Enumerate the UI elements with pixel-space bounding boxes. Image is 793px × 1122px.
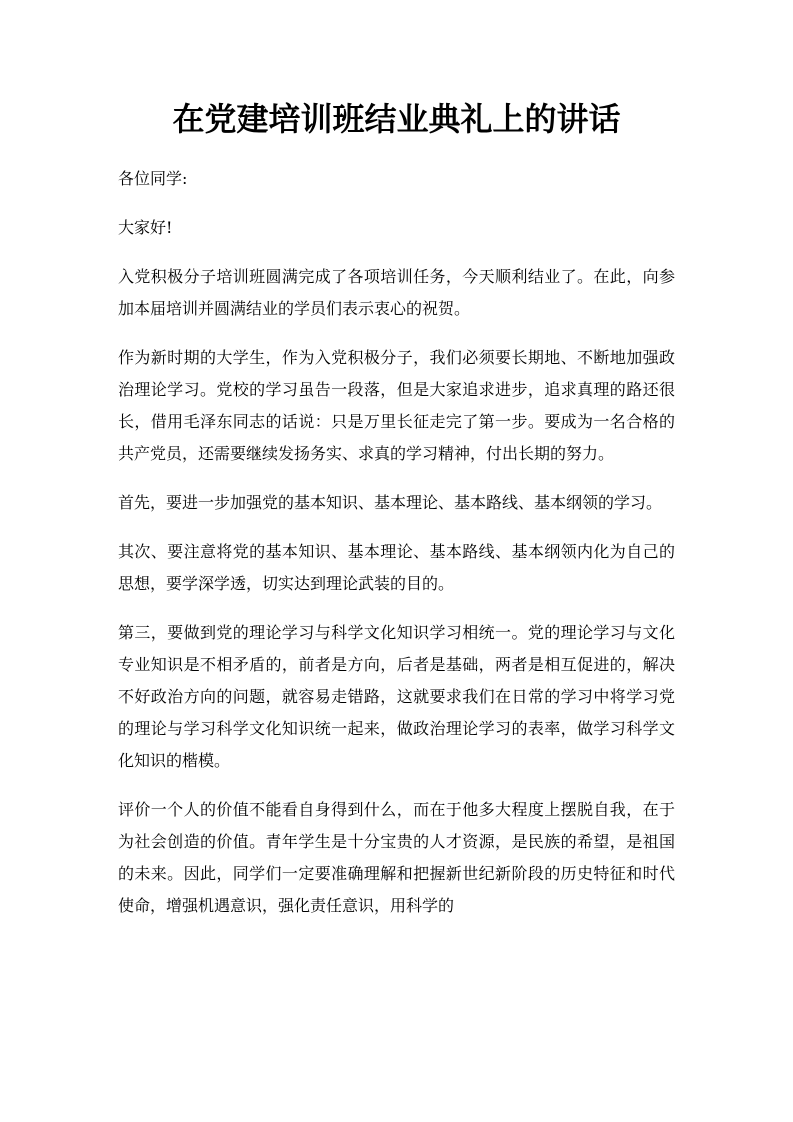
paragraph-1: 入党积极分子培训班圆满完成了各项培训任务，今天顺利结业了。在此，向参加本届培训并圆满结业的学员们表示衷心的祝贺。 — [118, 267, 675, 318]
document-title: 在党建培训班结业典礼上的讲话 — [172, 100, 621, 138]
paragraph-5: 第三，要做到党的理论学习与科学文化知识学习相统一。党的理论学习与文化专业知识是不相矛盾的，前者是方向，后者是基础，两者是相互促进的，解决不好政治方向的问题，就容易走错路，这就要求我们在日常的学习中将学习党的理论与学习科学文化知识统一起来，做政治理论学习的表率，做学习科学文化知识的楷模。 — [118, 623, 675, 770]
paragraph-4: 其次、要注意将党的基本知识、基本理论、基本路线、基本纲领内化为自己的思想，要学深学透，切实达到理论武装的目的。 — [118, 542, 675, 593]
greeting: 大家好! — [118, 218, 173, 237]
salutation: 各位同学: — [118, 169, 188, 188]
paragraph-2: 作为新时期的大学生，作为入党积极分子，我们必须要长期地、不断地加强政治理论学习。党校的学习虽告一段落，但是大家追求进步，追求真理的路还很长，借用毛泽东同志的话说：只是万里长征走完了第一步。要成为一名合格的共产党员，还需要继续发扬务实、求真的学习精神，付出长期的努力。 — [118, 348, 675, 463]
paragraph-3: 首先，要进一步加强党的基本知识、基本理论、基本路线、基本纲领的学习。 — [118, 493, 663, 512]
paragraph-6: 评价一个人的价值不能看自身得到什么，而在于他多大程度上摆脱自我，在于为社会创造的价值。青年学生是十分宝贵的人才资源，是民族的希望，是祖国的未来。因此，同学们一定要准确理解和把握新世纪新阶段的历史特征和时代使命，增强机遇意识，强化责任意识，用科学的 — [118, 800, 675, 915]
